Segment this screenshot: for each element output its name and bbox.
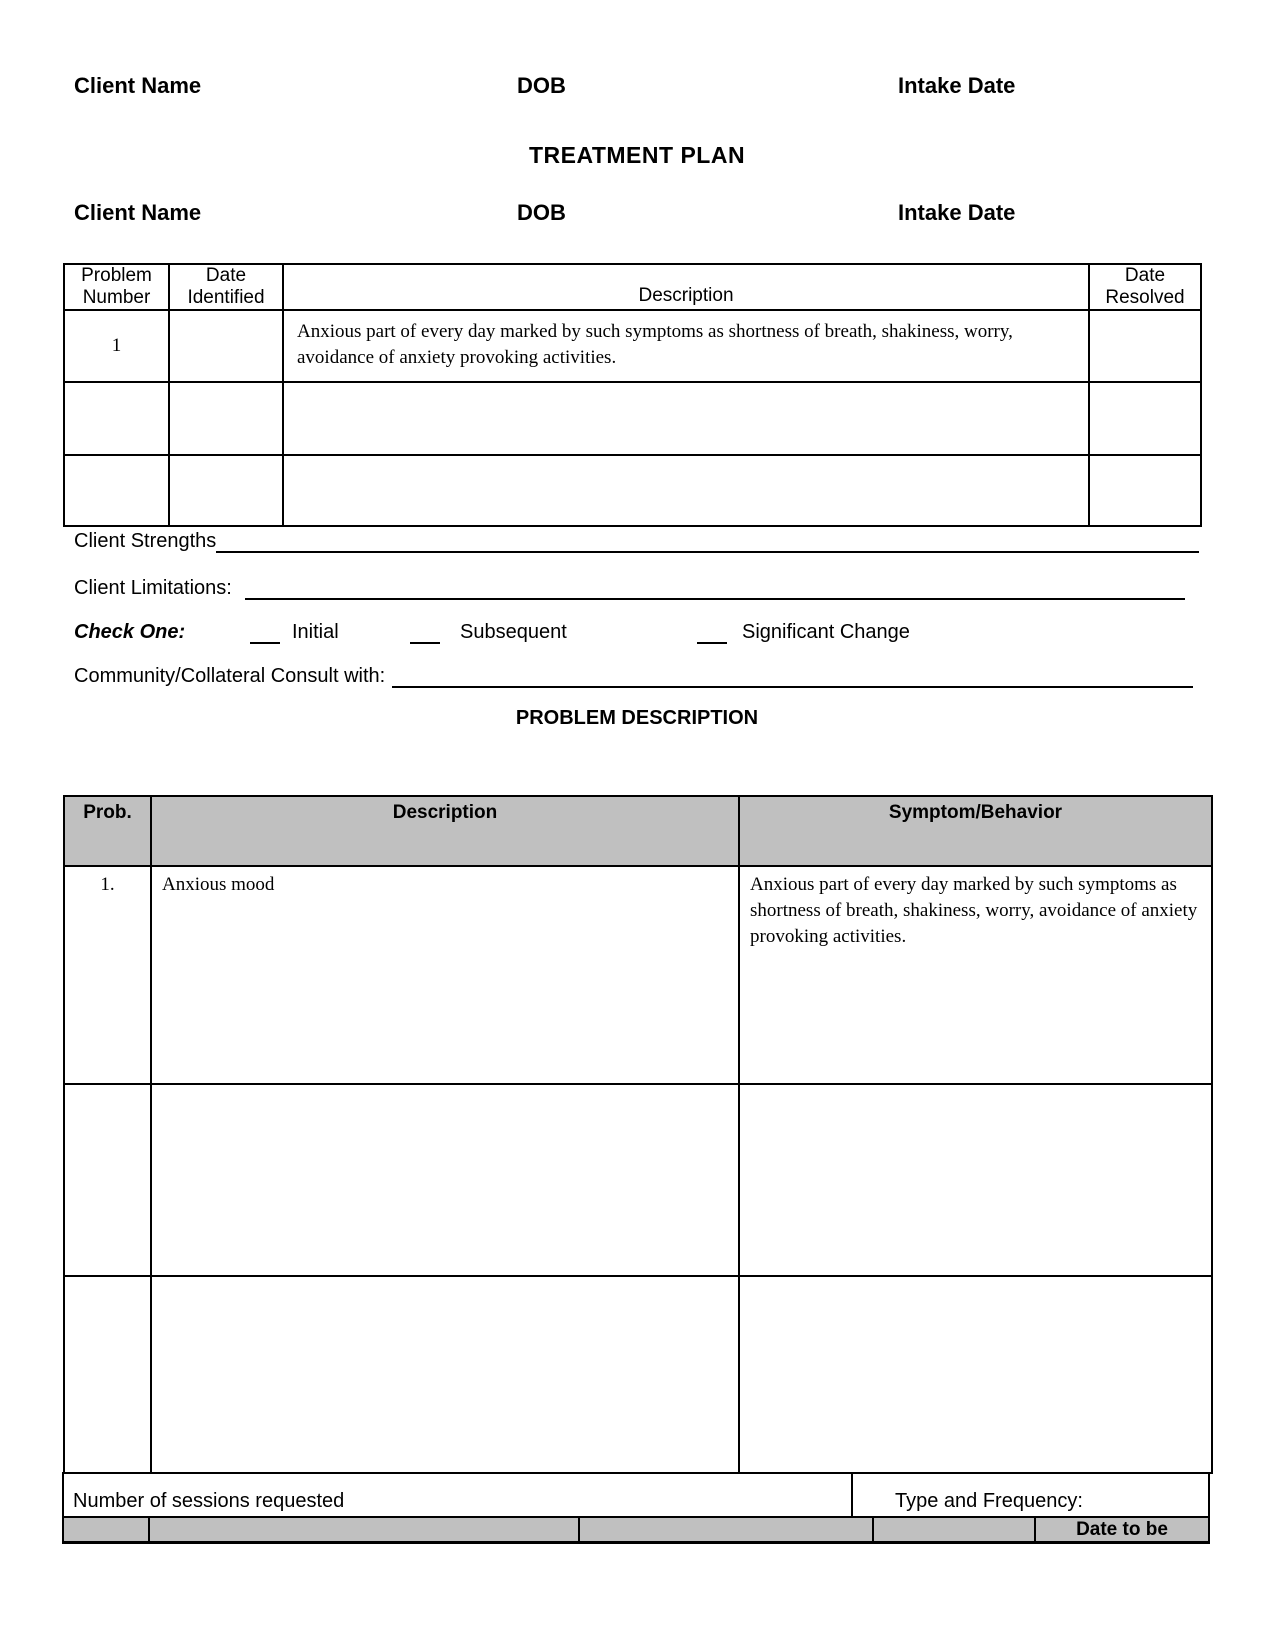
- client-strengths-row: [74, 529, 1199, 553]
- header-cell-blank: [150, 1518, 580, 1541]
- description-cell[interactable]: [283, 455, 1089, 526]
- community-consult-label: Community/Collateral Consult with:: [74, 665, 386, 687]
- problem-number-cell[interactable]: [64, 455, 169, 526]
- table-row: [64, 866, 1212, 1084]
- date-resolved-cell[interactable]: [1089, 455, 1201, 526]
- client-limitations-label: Client Limitations:: [74, 577, 232, 599]
- next-table-header-row: [62, 1518, 1210, 1544]
- community-consult-row: [74, 664, 1193, 688]
- client-limitations-field[interactable]: [245, 576, 1185, 600]
- date-resolved-cell[interactable]: [1089, 310, 1201, 382]
- problem-description-table: [63, 795, 1213, 1474]
- problem-description-header-row: [64, 796, 1212, 866]
- prob-column-header: Prob.: [64, 796, 151, 866]
- table-row: [64, 310, 1201, 382]
- description-cell[interactable]: [151, 1276, 739, 1473]
- table-row: [64, 1084, 1212, 1276]
- table-row: [64, 382, 1201, 455]
- client-strengths-label: Client Strengths: [74, 530, 217, 552]
- problem-number-cell: 1: [64, 310, 169, 382]
- client-name-label: Client Name: [74, 200, 202, 225]
- page-title: TREATMENT PLAN: [528, 142, 746, 168]
- date-identified-column-header: Date Identified: [169, 264, 283, 310]
- table-row: [64, 455, 1201, 526]
- description-cell[interactable]: [283, 382, 1089, 455]
- client-name-label-top: Client Name: [74, 73, 202, 98]
- date-identified-cell[interactable]: [169, 382, 283, 455]
- symptom-behavior-cell[interactable]: [739, 1276, 1212, 1473]
- dob-label: DOB: [517, 200, 566, 225]
- intake-date-label-top: Intake Date: [898, 73, 1016, 98]
- intake-date-label: Intake Date: [898, 200, 1016, 225]
- check-one-subsequent-label: Subsequent: [460, 621, 567, 643]
- problem-number-column-header: Problem Number: [64, 264, 169, 310]
- check-one-significant-change-label: Significant Change: [742, 621, 910, 643]
- description-cell: Anxious mood: [151, 866, 739, 1084]
- symptom-behavior-column-header: Symptom/Behavior: [739, 796, 1212, 866]
- date-identified-cell[interactable]: [169, 455, 283, 526]
- header-cell-blank: [874, 1518, 1036, 1541]
- date-identified-cell[interactable]: [169, 310, 283, 382]
- description-column-header: Description: [283, 264, 1089, 310]
- check-one-row: [74, 620, 1074, 648]
- type-and-frequency-label: Type and Frequency:: [895, 1490, 1083, 1512]
- description-column-header: Description: [151, 796, 739, 866]
- community-consult-field[interactable]: [392, 664, 1193, 688]
- symptom-behavior-cell[interactable]: [739, 1084, 1212, 1276]
- date-resolved-cell[interactable]: [1089, 382, 1201, 455]
- symptom-behavior-cell: Anxious part of every day marked by such symptoms as shortness of breath, shakiness, worry, avoidance of anxiety provoking activities.: [739, 866, 1212, 1084]
- prob-cell[interactable]: [64, 1084, 151, 1276]
- check-one-initial-label: Initial: [292, 621, 339, 643]
- header-cell-blank: [580, 1518, 874, 1541]
- problems-table: [63, 263, 1202, 527]
- prob-cell: 1.: [64, 866, 151, 1084]
- check-one-initial-blank[interactable]: [250, 622, 280, 644]
- sessions-row: [62, 1472, 1210, 1518]
- header-cell-blank: [64, 1518, 150, 1541]
- client-strengths-field[interactable]: [216, 529, 1199, 553]
- dob-label-top: DOB: [517, 73, 566, 98]
- date-to-be-header-cell: Date to be: [1076, 1518, 1168, 1540]
- description-cell: Anxious part of every day marked by such symptoms as shortness of breath, shakiness, worry, avoidance of anxiety provoking activities.: [283, 310, 1089, 382]
- check-one-subsequent-blank[interactable]: [410, 622, 440, 644]
- prob-cell[interactable]: [64, 1276, 151, 1473]
- date-resolved-column-header: Date Resolved: [1089, 264, 1201, 310]
- check-one-label: Check One:: [74, 621, 186, 643]
- table-row: [64, 1276, 1212, 1473]
- check-one-significant-change-blank[interactable]: [697, 622, 727, 644]
- description-cell[interactable]: [151, 1084, 739, 1276]
- problem-number-cell[interactable]: [64, 382, 169, 455]
- sessions-section: [62, 1472, 1210, 1544]
- client-limitations-row: [74, 576, 1185, 600]
- problem-description-heading: PROBLEM DESCRIPTION: [515, 707, 759, 729]
- number-of-sessions-label: Number of sessions requested: [64, 1474, 853, 1516]
- problems-table-header-row: [64, 264, 1201, 310]
